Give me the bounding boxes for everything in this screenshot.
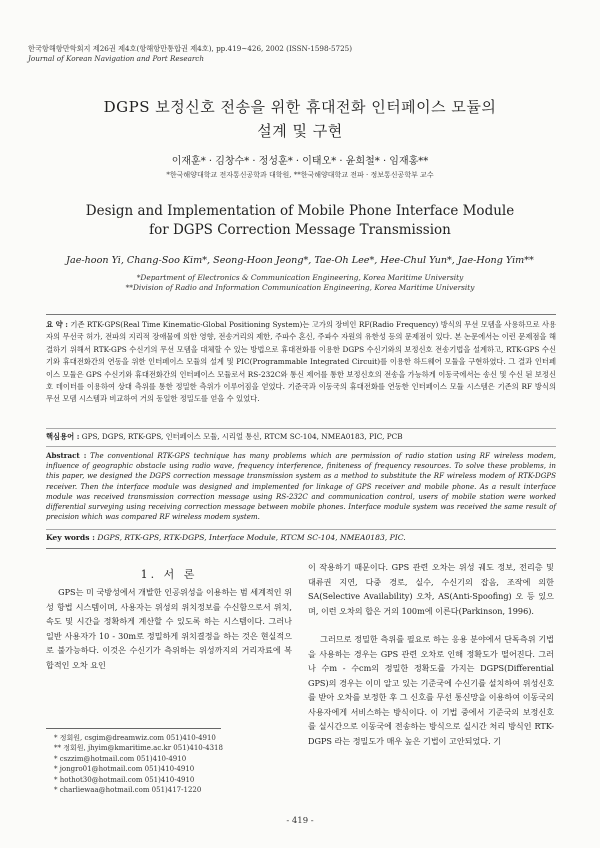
abstract-top-rule [46,314,556,315]
keywords-english-label: Key words : [46,533,95,542]
body-paragraph: GPS는 미 국방성에서 개발한 인공위성을 이용하는 범 세계적인 위성 항법 시스템이며, 사용자는 위성의 위치정보를 수신함으로서 위치, 속도 및 시간을 정확하게 계산할 수 있도록 하는 시스템이다. 그러나 일반 사용자가 10 - 30m로 정밀하게 위치결정을 하는 것은 현실적으로 불가능하다. 이것은 수신기가 측위하는 위성까지의 거리자료에 복합적인 오차 요인 [46,587,292,670]
footnote-item: * hothot30@hotmail.com 051)410-4910 [54,775,195,784]
keywords-korean-label: 핵심용어 : [46,432,80,441]
abstract-kr-rule [46,428,556,429]
keywords-kr-rule [46,446,556,447]
body-paragraph: 그러므로 정밀한 측위를 필요로 하는 응용 분야에서 단독측위 기법을 사용하는 경우는 GPS 관련 오차로 인해 정확도가 떨어진다. 그러나 수m - 수cm의 정밀한 정확도를 가지는 DGPS(Differential GPS)의 경우는 이미 알고 있는 기준국에 수신기를 설치하여 위성신호를 받아 오차를 보정한 후 그 신호를 무선 통신망을 이용하여 이동국의 사용자에게 서비스하는 방식이다. 이 기법 중에서 기준국의 보정신호를 실시간으로 이동국에 전송하는 방식으로 실시간 처리 방식인 RTK-DGPS 라는 정밀도가 매우 높은 기법이 고안되었다. 기 [308,634,554,746]
footnote-item: ** 정회원, jhyim@kmaritime.ac.kr 051)410-4318 [54,744,223,753]
abstract-en-rule [46,529,556,530]
body-right-column [308,560,554,748]
page-number: - 419 - [286,816,314,826]
title-english-line2: for DGPS Correction Message Transmission [149,222,451,238]
authors-korean: 이재훈* · 김창수* · 정성훈* · 이태오* · 윤희철* · 임재홍** [171,156,429,167]
authors-english: Jae-hoon Yi, Chang-Soo Kim*, Seong-Hoon Jeong*, Tae-Oh Lee*, Hee-Chul Yun*, Jae-Hong Yim** [66,255,534,266]
footnotes [54,733,294,795]
keywords-korean-text: GPS, DGPS, RTK-GPS, 인터페이스 모듈, 시리얼 통신, RTCM SC-104, NMEA0183, PIC, PCB [81,432,403,441]
body-paragraph: 이 작용하기 때문이다. GPS 관련 오차는 위성 궤도 정보, 전리층 및 대류권 지연, 다중 경로, 실수, 수신기의 잡음, 조작에 의한 SA(Selective Availability) 오차, AS(Anti-Spoofing) 오 등 있으며, 이런 오차의 합은 거의 100m에 이른다(Parkinson, 1996). [308,562,554,616]
title-korean-line2: 설계 및 구현 [257,122,343,140]
abstract-english-label: Abstract : [46,451,87,460]
title-english-line1: Design and Implementation of Mobile Phone Interface Module [85,203,515,219]
affiliation-korean: *한국해양대학교 전자통신공학과 대학원, **한국해양대학교 전파 · 정보통신공학부 교수 [166,171,434,179]
abstract-korean [46,319,556,406]
keywords-korean [46,431,556,443]
keywords-english [46,533,556,543]
journal-citation: 한국항해항만학회지 제26권 제4호(항해항만통합권 제4호), pp.419~426, 2002 (ISSN-1598-5725) [28,44,353,53]
affiliation-english-line2: **Division of Radio and Information Communication Engineering, Korea Maritime University [125,283,475,292]
abstract-bottom-rule [46,548,556,549]
footnote-rule [46,728,221,729]
title-korean-line1: DGPS 보정신호 전송을 위한 휴대전화 인터페이스 모듈의 [103,98,497,116]
journal-name: Journal of Korean Navigation and Port Research [28,54,204,63]
section-heading-introduction: 1. 서 론 [140,568,198,581]
body-left-column [46,585,292,672]
abstract-english [46,451,556,522]
abstract-korean-text: 기존 RTK-GPS(Real Time Kinematic-Global Positioning System)는 고가의 장비인 RF(Radio Frequency) 방식의 무선 모뎀을 사용하므로 사용자의 무선국 허가, 전파의 지리적 장애물에 의한 영향, 전송거리의 제한, 주파수 혼신, 주파수 자원의 유한성 등의 문제점이 있다. 본 논문에서는 이런 문제점을 해결하기 위해서 RTK-GPS 수신기의 무선 모뎀을 대체할 수 있는 방법으로 휴대전화를 이용한 DGPS 수신기와의 보정신호 전송기법을 설계하고, RTK-GPS 수신기와 휴대전화간의 연동을 위한 인터페이스 모듈의 설계 및 PIC(Programmable Integrated Circuit)를 이용한 하드웨어 모듈을 구현하였다. 그 결과 인터페이스 모듈은 GPS 수신기와 휴대전화간의 인터페이스 모듈로서 RS-232C와 통신 제어를 통한 보정신호의 전송을 가능하게 이동국에서는 송신 및 수신 된 보정신호 데이터를 이용하여 상대 측위를 통한 정밀한 측위가 이루어짐을 얻었다. 기준국과 이동국의 휴대전화를 연동한 인터페이스 모듈 시스템은 기존의 RF 방식의 무선 모뎀 시스템과 비교하여 거의 동일한 정밀도를 얻을 수 있었다. [46,320,556,404]
abstract-korean-label: 요 약 : [46,320,68,329]
footnote-item: * cszzim@hotmail.com 051)410-4910 [54,754,187,763]
footnote-item: * 정회원, csgim@dreamwiz.com 051)410-4910 [54,734,216,742]
abstract-english-text: The conventional RTK-GPS technique has many problems which are permission of radio station using RF wireless modem, influence of geographic obstacle using radio wave, frequency interference, finiteness of frequency resources. To solve these problems, in this paper, we designed the DGPS correction message transmission system as a method to substitute the RF wireless modem of RTK-DGPS receiver. Then the interface module was designed and implemented for linkage of GPS receiver and mobile phone. As a result interface module was received transmission correction message using RS-232C and communication control, users of mobile station were worked differential surveying using receiving correction message between mobile phones. Interface module system was received the same result of precision which was compared RF wireless modem system. [46,451,556,522]
affiliation-english-line1: *Department of Electronics & Communication Engineering, Korea Maritime University [136,273,464,282]
footnote-item: * jongro01@hotmail.com 051)410-4910 [54,765,195,774]
footnote-item: * charliewaa@hotmail.com 051)417-1220 [54,786,202,795]
keywords-english-text: DGPS, RTK-GPS, RTK-DGPS, Interface Module, RTCM SC-104, NMEA0183, PIC. [97,533,406,542]
